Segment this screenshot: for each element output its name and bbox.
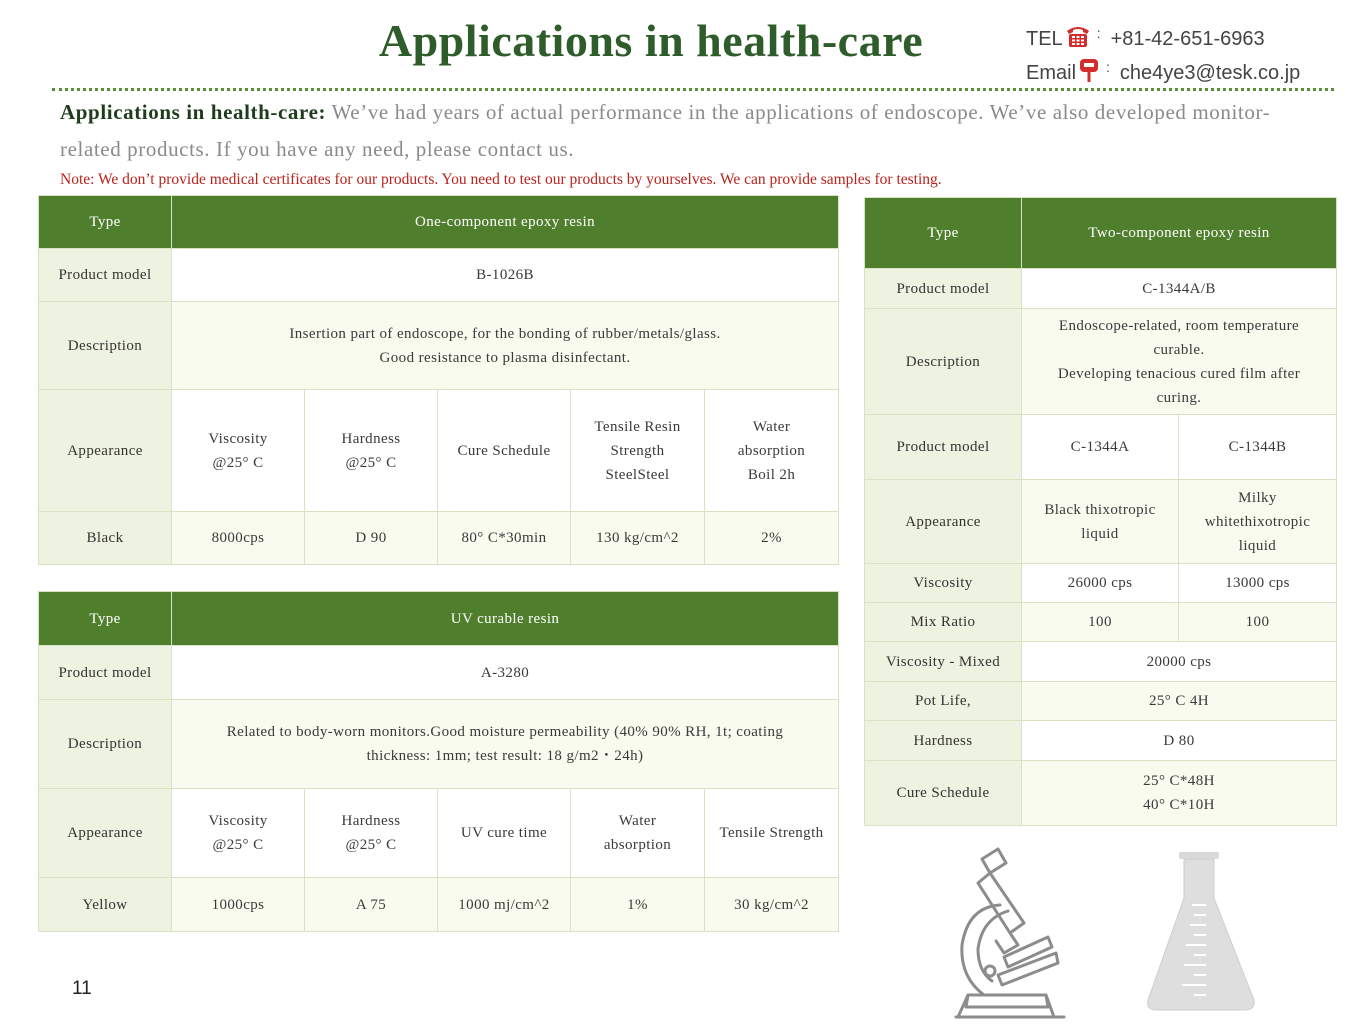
- appearance-b-value: Milky whitethixotropic liquid: [1179, 480, 1337, 564]
- appearance-label: Appearance: [39, 789, 172, 878]
- mix-ratio-label: Mix Ratio: [865, 603, 1022, 642]
- product-model-value: B-1026B: [172, 249, 839, 302]
- uv-cure-time-header: UV cure time: [438, 789, 571, 878]
- product-model-label: Product model: [865, 269, 1022, 309]
- appearance-label: Appearance: [39, 390, 172, 512]
- hardness-label: Hardness: [865, 721, 1022, 761]
- hardness-value: A 75: [305, 878, 438, 932]
- flask-icon: [1144, 850, 1259, 1016]
- hardness-value: D 80: [1022, 721, 1337, 761]
- telephone-icon: [1065, 24, 1091, 54]
- appearance-label: Appearance: [865, 480, 1022, 564]
- uv-curable-resin-table: [38, 591, 839, 932]
- description-label: Description: [865, 309, 1022, 415]
- type-label: Type: [39, 592, 172, 646]
- description-line: Insertion part of endoscope, for the bonding of rubber/metals/glass.: [289, 325, 721, 342]
- product-model-label: Product model: [39, 249, 172, 302]
- email-label: Email: [1026, 61, 1077, 84]
- description-line: thickness: 1mm; test result: 18 g/m2・24h): [366, 748, 644, 764]
- viscosity-value: 1000cps: [172, 878, 305, 932]
- type-label: Type: [39, 196, 172, 249]
- viscosity-header: Viscosity @25° C: [172, 390, 305, 512]
- tensile-strength-value: 30 kg/cm^2: [705, 878, 839, 932]
- water-absorption-value: 2%: [705, 512, 839, 565]
- tensile-value: 130 kg/cm^2: [571, 512, 705, 565]
- email-separator: :: [1106, 59, 1110, 75]
- description-value: [172, 302, 839, 390]
- description-line: Related to body-worn monitors.Good moisture permeability (40% 90% RH, 1t; coating: [226, 724, 784, 740]
- intro-text: We’ve had years of actual performance in the applications of endoscope. We’ve also developed monitor-related products. If you have any need, please contact us.: [60, 100, 1271, 161]
- two-component-epoxy-table: [864, 197, 1337, 826]
- viscosity-mixed-value: 20000 cps: [1022, 642, 1337, 682]
- pot-life-label: Pot Life,: [865, 682, 1022, 721]
- viscosity-a-value: 26000 cps: [1022, 564, 1179, 603]
- page-number: 11: [72, 978, 92, 999]
- tel-separator: :: [1096, 25, 1101, 41]
- tel-line: [1026, 24, 1265, 54]
- viscosity-b-value: 13000 cps: [1179, 564, 1337, 603]
- product-model-label: Product model: [865, 415, 1022, 480]
- viscosity-header: Viscosity @25° C: [172, 789, 305, 878]
- water-absorption-header: Water absorption: [571, 789, 705, 878]
- tensile-header: Tensile Resin Strength SteelSteel: [571, 390, 705, 512]
- mailbox-icon: [1078, 57, 1100, 89]
- hardness-header: Hardness @25° C: [305, 390, 438, 512]
- product-model-label: Product model: [39, 646, 172, 700]
- viscosity-mixed-label: Viscosity - Mixed: [865, 642, 1022, 682]
- header-divider: [52, 88, 1334, 91]
- type-value: One-component epoxy resin: [172, 196, 839, 249]
- hardness-header: Hardness @25° C: [305, 789, 438, 878]
- microscope-icon: [938, 845, 1073, 1024]
- uv-cure-time-value: 1000 mj/cm^2: [438, 878, 571, 932]
- tensile-strength-header: Tensile Strength: [705, 789, 839, 878]
- cure-schedule-value: 25° C*48H 40° C*10H: [1022, 761, 1337, 826]
- description-value: Endoscope-related, room temperature curable. Developing tenacious cured film after curing.: [1022, 309, 1337, 415]
- type-value: UV curable resin: [172, 592, 839, 646]
- description-label: Description: [39, 302, 172, 390]
- appearance-a-value: Black thixotropic liquid: [1022, 480, 1179, 564]
- hardness-value: D 90: [305, 512, 438, 565]
- water-absorption-header: Water absorption Boil 2h: [705, 390, 839, 512]
- email-line: [1026, 57, 1300, 89]
- disclaimer-note: Note: We don’t provide medical certificates for our products. You need to test our products by yourselves. We can provide samples for testing.: [60, 171, 942, 188]
- pot-life-value: 25° C 4H: [1022, 682, 1337, 721]
- cure-schedule-value: 80° C*30min: [438, 512, 571, 565]
- type-label: Type: [865, 198, 1022, 269]
- model-a-value: C-1344A: [1022, 415, 1179, 480]
- intro-lead: Applications in health-care:: [60, 100, 327, 124]
- one-component-epoxy-table: [38, 195, 839, 565]
- description-label: Description: [39, 700, 172, 789]
- appearance-value: Black: [39, 512, 172, 565]
- page-title: Applications in health-care: [378, 15, 924, 66]
- appearance-value: Yellow: [39, 878, 172, 932]
- type-value: Two-component epoxy resin: [1022, 198, 1337, 269]
- cure-schedule-label: Cure Schedule: [865, 761, 1022, 826]
- intro-paragraph: [60, 94, 1320, 168]
- description-value: [172, 700, 839, 789]
- product-model-value: C-1344A/B: [1022, 269, 1337, 309]
- viscosity-value: 8000cps: [172, 512, 305, 565]
- mix-ratio-b-value: 100: [1179, 603, 1337, 642]
- mix-ratio-a-value: 100: [1022, 603, 1179, 642]
- viscosity-label: Viscosity: [865, 564, 1022, 603]
- model-b-value: C-1344B: [1179, 415, 1337, 480]
- tel-number[interactable]: +81-42-651-6963: [1110, 27, 1265, 50]
- email-address[interactable]: che4ye3@tesk.co.jp: [1119, 61, 1301, 84]
- description-line: Good resistance to plasma disinfectant.: [379, 349, 631, 366]
- product-model-value: A-3280: [172, 646, 839, 700]
- tel-label: TEL: [1026, 27, 1063, 50]
- cure-schedule-header: Cure Schedule: [438, 390, 571, 512]
- water-absorption-value: 1%: [571, 878, 705, 932]
